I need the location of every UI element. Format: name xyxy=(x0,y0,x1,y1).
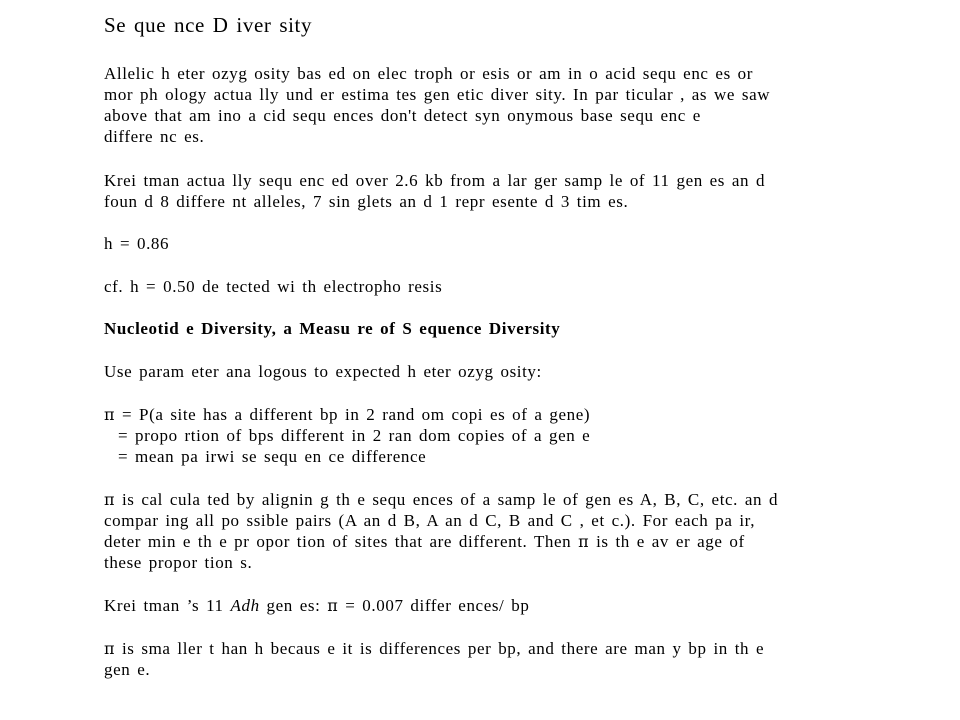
pi-calc-text: is th e av er age of xyxy=(589,532,745,551)
pi-calc-line: these propor tion s. xyxy=(104,553,253,572)
paragraph-line: foun d 8 differe nt alleles, 7 sin glets an d 1 repr esente d 3 tim es. xyxy=(104,192,629,211)
page-title: Se que nce D iver sity xyxy=(104,13,313,37)
h-value-line: h = 0.86 xyxy=(104,234,170,253)
parameter-line: Use param eter ana logous to expected h eter ozyg osity: xyxy=(104,362,542,381)
pi-calc-text: deter min e th e pr opor tion of sites that are different. Then xyxy=(104,532,579,551)
pi-symbol: π xyxy=(104,639,116,658)
paragraph-line: Allelic h eter ozyg osity bas ed on elec troph or esis or am in o acid sequ enc es or xyxy=(104,64,753,83)
pi-calc-line xyxy=(104,531,745,552)
final-line xyxy=(104,638,764,659)
cf-line: cf. h = 0.50 de tected wi th electropho resis xyxy=(104,277,443,296)
kreitman-text: Krei tman ’s 11 xyxy=(104,596,231,615)
pi-symbol: π xyxy=(578,532,590,551)
kreitman-text: = 0.007 differ ences/ bp xyxy=(338,596,530,615)
pi-calc-line xyxy=(104,489,778,510)
pi-definition-line: = propo rtion of bps different in 2 ran dom copies of a gen e xyxy=(118,426,591,445)
pi-symbol: π xyxy=(104,405,116,424)
final-text: is sma ller t han h becaus e it is differences per bp, and there are man y bp in th e xyxy=(115,639,765,658)
paragraph-line: differe nc es. xyxy=(104,127,205,146)
paragraph-line: Krei tman actua lly sequ enc ed over 2.6 kb from a lar ger samp le of 11 gen es an d xyxy=(104,171,766,190)
section-heading: Nucleotid e Diversity, a Measu re of S equence Diversity xyxy=(104,319,561,338)
paragraph-line: above that am ino a cid sequ ences don't detect syn onymous base sequ enc e xyxy=(104,106,701,125)
pi-calc-text: is cal cula ted by alignin g th e sequ ences of a samp le of gen es A, B, C, etc. an d xyxy=(115,490,779,509)
kreitman-line xyxy=(104,595,529,616)
pi-definition-line: = mean pa irwi se sequ en ce difference xyxy=(118,447,427,466)
gene-name: Adh xyxy=(230,596,260,615)
paragraph-line: mor ph ology actua lly und er estima tes gen etic diver sity. In par ticular , as we saw xyxy=(104,85,771,104)
kreitman-text: gen es: xyxy=(259,596,328,615)
pi-definition-text: = P(a site has a different bp in 2 rand om copi es of a gene) xyxy=(115,405,591,424)
pi-definition-line xyxy=(104,404,590,425)
pi-calc-line: compar ing all po ssible pairs (A an d B, A an d C, B and C , et c.). For each pa ir, xyxy=(104,511,756,530)
final-line: gen e. xyxy=(104,660,151,679)
pi-symbol: π xyxy=(104,490,116,509)
pi-symbol: π xyxy=(327,596,339,615)
